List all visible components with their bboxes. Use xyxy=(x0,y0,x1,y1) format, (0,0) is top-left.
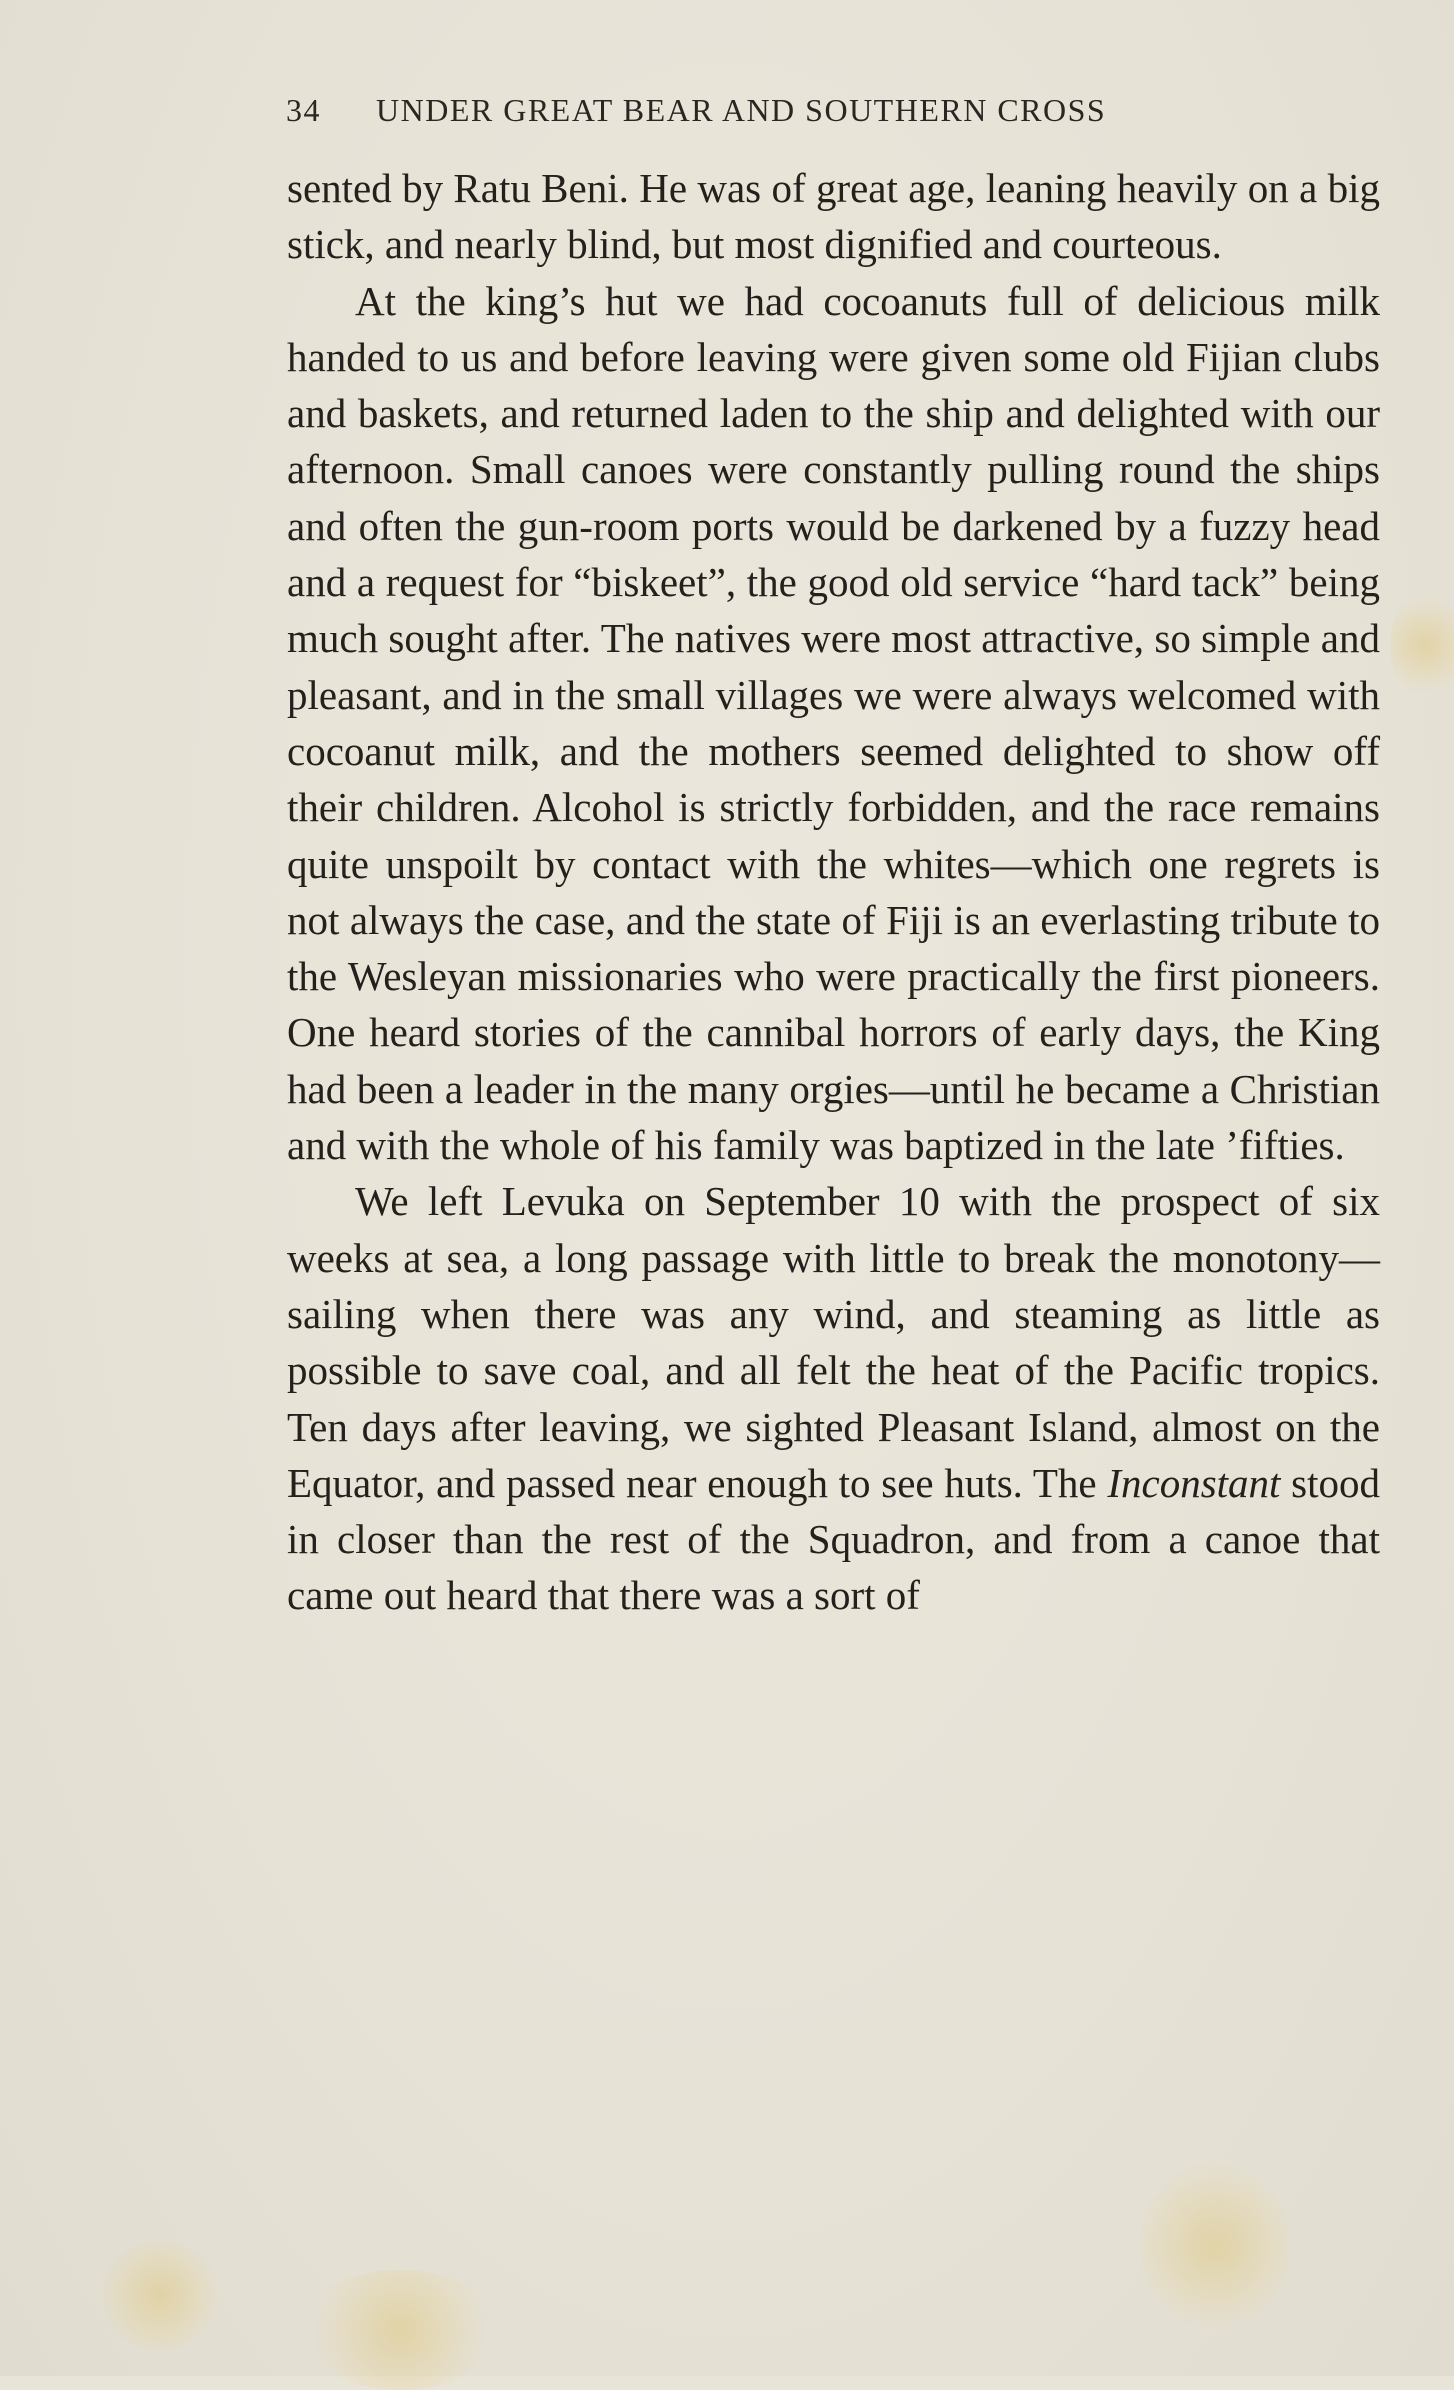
paper-stain xyxy=(1390,590,1454,700)
paragraph: At the king’s hut we had cocoanuts full of delicious milk handed to us and before leaving were given some old Fijian clubs and baskets, and returned laden to the ship and delighted with our afternoon. Small canoes were constantly pulling round the ships and often the gun-room ports would be darkened by a fuzzy head and a request for “biskeet”, the good old service “hard tack” being much sought after. The natives were most attractive, so simple and pleasant, and in the small villages we were always welcomed with cocoanut milk, and the mothers seemed delighted to show off their children. Alcohol is strictly forbidden, and the race remains quite unspoilt by contact with the whites—which one regrets is not always the case, and the state of Fiji is an everlasting tribute to the Wesleyan missionaries who were practically the first pioneers. One heard stories of the cannibal horrors of early days, the King had been a leader in the many orgies—until he became a Christian and with the whole of his family was baptized in the late ’fifties. xyxy=(287,277,1380,1169)
paragraph-text: stood in closer than the rest of the Squadron, and from a canoe that came out heard that there was a sort of xyxy=(287,1459,1380,1619)
paper-stain xyxy=(1140,2160,1290,2330)
ship-name-italic: Inconstant xyxy=(1107,1459,1281,1506)
page-number: 34 xyxy=(286,92,321,128)
body-text xyxy=(287,160,1380,1624)
paragraph xyxy=(287,1173,1380,1623)
paragraph-text: We left Levuka on September 10 with the prospect of six weeks at sea, a long passage with little to break the monotony—sailing when there was any wind, and steaming as little as possible to save coal, and all felt the heat of the Pacific tropics. Ten days after leaving, we sighted Pleasant Island, almost on the Equator, and passed near enough to see huts. The xyxy=(287,1178,1380,1506)
paper-stain xyxy=(100,2240,220,2350)
paper-stain xyxy=(300,2270,500,2390)
running-title: UNDER GREAT BEAR AND SOUTHERN CROSS xyxy=(376,92,1107,128)
running-head xyxy=(286,92,1286,129)
paragraph: sented by Ratu Beni. He was of great age, leaning heavily on a big stick, and nearly blind, but most dignified and courteous. xyxy=(287,165,1380,268)
